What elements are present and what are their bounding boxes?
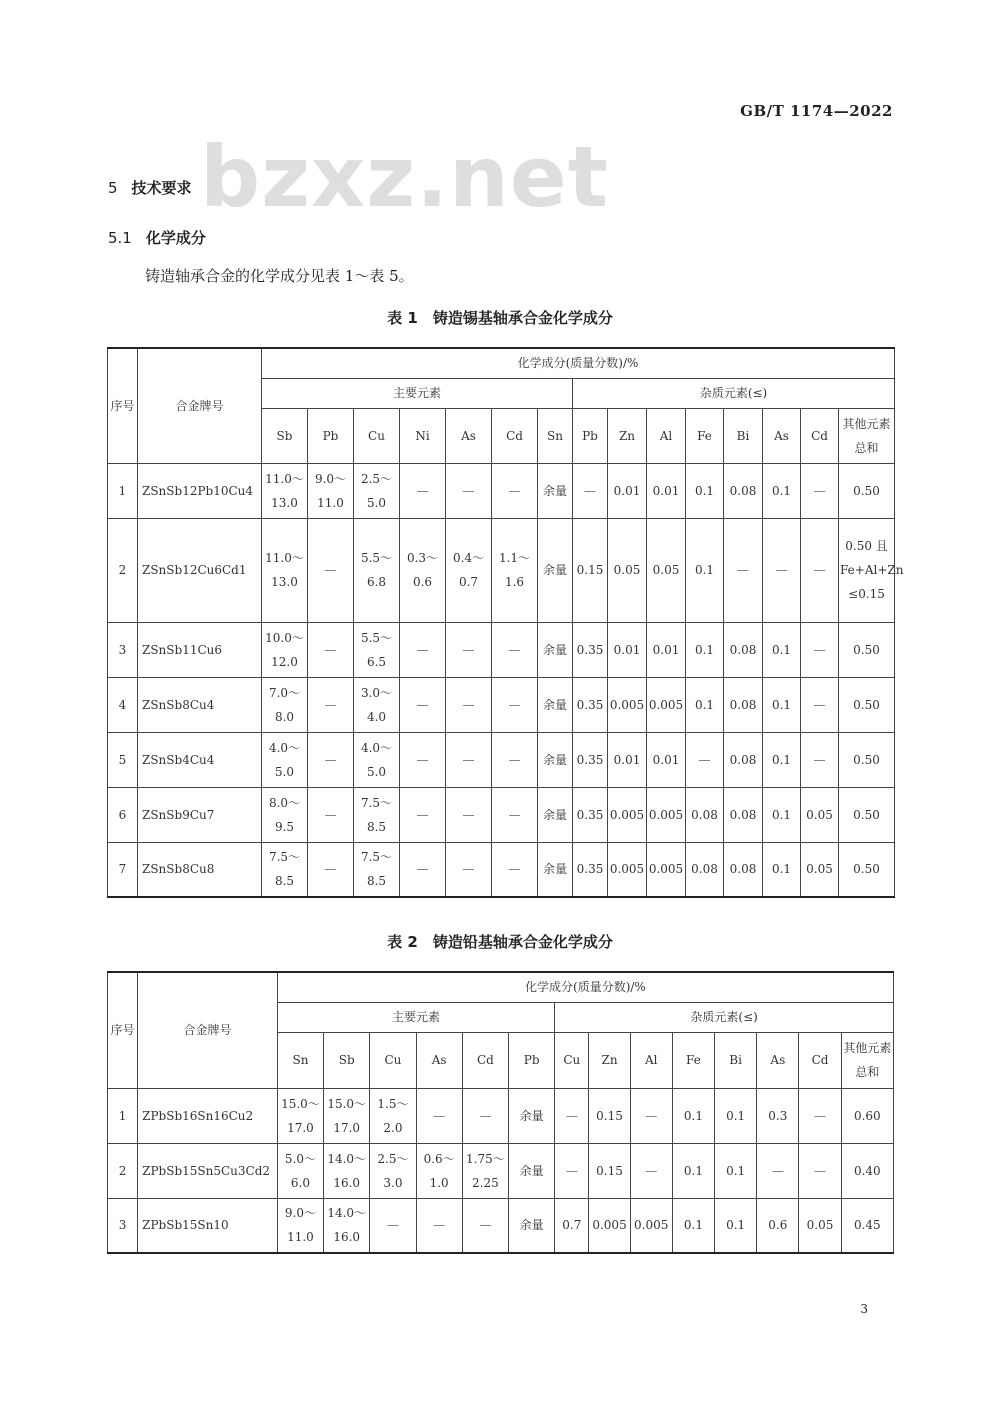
impurity-value-cell: 0.35 bbox=[573, 842, 608, 897]
main-value-cell: — bbox=[492, 677, 538, 732]
main-value-cell: 2.5～3.0 bbox=[370, 1143, 416, 1198]
main-value-cell: 4.0～5.0 bbox=[262, 732, 308, 787]
main-value-cell: 15.0～17.0 bbox=[277, 1088, 323, 1143]
impurity-value-cell: 0.1 bbox=[763, 732, 801, 787]
impurity-value-cell: 0.01 bbox=[647, 622, 686, 677]
main-value-cell: — bbox=[400, 842, 446, 897]
impurity-value-cell: 0.08 bbox=[724, 463, 763, 518]
grade-cell: ZSnSb8Cu8 bbox=[138, 842, 262, 897]
main-value-cell: 15.0～17.0 bbox=[324, 1088, 370, 1143]
impurity-value-cell: — bbox=[801, 732, 839, 787]
main-value-cell: — bbox=[416, 1088, 462, 1143]
main-col-header: Pb bbox=[509, 1032, 555, 1088]
main-value-cell: — bbox=[308, 677, 354, 732]
impurity-value-cell: 0.08 bbox=[724, 677, 763, 732]
table-row bbox=[108, 732, 895, 787]
main-value-cell: 5.5～6.8 bbox=[354, 518, 400, 622]
impurity-value-cell: 0.005 bbox=[647, 787, 686, 842]
other-value-cell: 0.45 bbox=[841, 1198, 893, 1253]
main-value-cell: 5.5～6.5 bbox=[354, 622, 400, 677]
main-value-cell: 余量 bbox=[509, 1088, 555, 1143]
other-value-cell: 0.50 且 Fe+Al+Zn ≤0.15 bbox=[839, 518, 895, 622]
table1 bbox=[107, 347, 904, 898]
main-col-header: Cd bbox=[492, 408, 538, 463]
impurity-value-cell: 0.01 bbox=[608, 732, 647, 787]
main-value-cell: 11.0～13.0 bbox=[262, 518, 308, 622]
impurity-col-header: Fe bbox=[686, 408, 724, 463]
main-value-cell: 0.4～0.7 bbox=[446, 518, 492, 622]
main-value-cell: 7.5～8.5 bbox=[262, 842, 308, 897]
impurity-col-header: Fe bbox=[672, 1032, 714, 1088]
table1-caption: 表 1 铸造锡基轴承合金化学成分 bbox=[387, 309, 613, 327]
main-value-cell: 14.0～16.0 bbox=[324, 1198, 370, 1253]
impurity-col-header: As bbox=[757, 1032, 799, 1088]
composition-header: 化学成分(质量分数)/% bbox=[262, 348, 895, 378]
main-value-cell: 11.0～13.0 bbox=[262, 463, 308, 518]
seq-header: 序号 bbox=[108, 348, 138, 463]
main-value-cell: 4.0～5.0 bbox=[354, 732, 400, 787]
grade-cell: ZPbSb15Sn10 bbox=[138, 1198, 278, 1253]
header-row bbox=[108, 972, 894, 1002]
impurity-value-cell: 0.7 bbox=[555, 1198, 589, 1253]
other-elements-header: 其他元素总和 bbox=[839, 408, 895, 463]
impurity-elements-header: 杂质元素(≤) bbox=[555, 1002, 894, 1032]
standard-number: GB/T 1174—2022 bbox=[740, 102, 893, 120]
main-col-header: Sn bbox=[538, 408, 573, 463]
impurity-value-cell: 0.08 bbox=[686, 842, 724, 897]
impurity-value-cell: 0.01 bbox=[647, 732, 686, 787]
impurity-value-cell: 0.01 bbox=[608, 463, 647, 518]
other-elements-header: 其他元素总和 bbox=[841, 1032, 893, 1088]
main-value-cell: — bbox=[462, 1088, 508, 1143]
impurity-value-cell: 0.01 bbox=[608, 622, 647, 677]
main-value-cell: 余量 bbox=[538, 732, 573, 787]
main-value-cell: — bbox=[492, 622, 538, 677]
main-value-cell: 余量 bbox=[509, 1198, 555, 1253]
header-row bbox=[108, 348, 895, 378]
main-value-cell: 1.5～2.0 bbox=[370, 1088, 416, 1143]
main-col-header: As bbox=[416, 1032, 462, 1088]
impurity-value-cell: 0.08 bbox=[686, 787, 724, 842]
other-value-cell: 0.50 bbox=[839, 842, 895, 897]
main-value-cell: — bbox=[400, 622, 446, 677]
impurity-value-cell: 0.08 bbox=[724, 622, 763, 677]
grade-cell: ZPbSb16Sn16Cu2 bbox=[138, 1088, 278, 1143]
impurity-value-cell: 0.35 bbox=[573, 677, 608, 732]
impurity-col-header: Cd bbox=[801, 408, 839, 463]
impurity-value-cell: 0.005 bbox=[608, 787, 647, 842]
main-col-header: Sb bbox=[324, 1032, 370, 1088]
main-value-cell: 0.3～0.6 bbox=[400, 518, 446, 622]
impurity-value-cell: — bbox=[724, 518, 763, 622]
main-value-cell: — bbox=[446, 463, 492, 518]
main-col-header: Sb bbox=[262, 408, 308, 463]
main-value-cell: — bbox=[416, 1198, 462, 1253]
main-value-cell: — bbox=[308, 622, 354, 677]
impurity-value-cell: 0.35 bbox=[573, 732, 608, 787]
impurity-value-cell: — bbox=[801, 518, 839, 622]
section-title: 化学成分 bbox=[145, 229, 206, 247]
main-value-cell: 1.75～2.25 bbox=[462, 1143, 508, 1198]
main-value-cell: 9.0～11.0 bbox=[277, 1198, 323, 1253]
main-col-header: Pb bbox=[308, 408, 354, 463]
other-value-cell: 0.50 bbox=[839, 787, 895, 842]
table-row bbox=[108, 1198, 894, 1253]
other-value-cell: 0.50 bbox=[839, 677, 895, 732]
impurity-value-cell: 0.05 bbox=[799, 1198, 841, 1253]
impurity-value-cell: 0.35 bbox=[573, 787, 608, 842]
main-value-cell: 7.5～8.5 bbox=[354, 787, 400, 842]
impurity-value-cell: — bbox=[555, 1088, 589, 1143]
seq-cell: 2 bbox=[108, 518, 138, 622]
impurity-value-cell: — bbox=[630, 1088, 672, 1143]
main-value-cell: — bbox=[446, 732, 492, 787]
table-row bbox=[108, 677, 895, 732]
watermark: bzxz.net bbox=[200, 128, 609, 226]
impurity-value-cell: 0.1 bbox=[686, 677, 724, 732]
impurity-value-cell: — bbox=[801, 463, 839, 518]
impurity-value-cell: 0.1 bbox=[686, 622, 724, 677]
section-number: 5.1 bbox=[108, 229, 132, 247]
main-col-header: Cd bbox=[462, 1032, 508, 1088]
main-elements-header: 主要元素 bbox=[277, 1002, 554, 1032]
main-value-cell: 余量 bbox=[538, 787, 573, 842]
impurity-col-header: Bi bbox=[715, 1032, 757, 1088]
grade-header: 合金牌号 bbox=[138, 972, 278, 1088]
table-row bbox=[108, 463, 895, 518]
main-value-cell: — bbox=[446, 787, 492, 842]
impurity-value-cell: 0.08 bbox=[724, 787, 763, 842]
other-value-cell: 0.40 bbox=[841, 1143, 893, 1198]
impurity-value-cell: 0.1 bbox=[763, 463, 801, 518]
table-row bbox=[108, 842, 895, 897]
seq-cell: 2 bbox=[108, 1143, 138, 1198]
impurity-value-cell: 0.1 bbox=[715, 1143, 757, 1198]
seq-cell: 4 bbox=[108, 677, 138, 732]
impurity-col-header: Cd bbox=[799, 1032, 841, 1088]
main-value-cell: — bbox=[400, 677, 446, 732]
impurity-value-cell: 0.005 bbox=[589, 1198, 630, 1253]
main-value-cell: 余量 bbox=[538, 622, 573, 677]
main-value-cell: — bbox=[446, 842, 492, 897]
impurity-value-cell: — bbox=[630, 1143, 672, 1198]
impurity-value-cell: 0.005 bbox=[608, 677, 647, 732]
main-value-cell: — bbox=[400, 463, 446, 518]
main-value-cell: — bbox=[446, 677, 492, 732]
main-value-cell: — bbox=[308, 787, 354, 842]
impurity-value-cell: 0.005 bbox=[647, 677, 686, 732]
main-col-header: As bbox=[446, 408, 492, 463]
impurity-value-cell: 0.35 bbox=[573, 622, 608, 677]
table-row bbox=[108, 787, 895, 842]
grade-cell: ZSnSb11Cu6 bbox=[138, 622, 262, 677]
impurity-value-cell: 0.05 bbox=[608, 518, 647, 622]
impurity-value-cell: 0.05 bbox=[647, 518, 686, 622]
main-value-cell: 余量 bbox=[538, 518, 573, 622]
main-value-cell: — bbox=[446, 622, 492, 677]
impurity-col-header: Zn bbox=[589, 1032, 630, 1088]
impurity-value-cell: 0.15 bbox=[589, 1088, 630, 1143]
impurity-col-header: Al bbox=[630, 1032, 672, 1088]
main-value-cell: — bbox=[308, 518, 354, 622]
grade-cell: ZSnSb12Pb10Cu4 bbox=[138, 463, 262, 518]
section-title: 技术要求 bbox=[131, 179, 192, 197]
impurity-value-cell: 0.1 bbox=[686, 463, 724, 518]
main-value-cell: 9.0～11.0 bbox=[308, 463, 354, 518]
main-value-cell: 余量 bbox=[538, 463, 573, 518]
main-value-cell: — bbox=[308, 732, 354, 787]
impurity-value-cell: — bbox=[555, 1143, 589, 1198]
impurity-elements-header: 杂质元素(≤) bbox=[573, 378, 895, 408]
table-row bbox=[108, 518, 895, 622]
main-value-cell: 3.0～4.0 bbox=[354, 677, 400, 732]
grade-cell: ZSnSb12Cu6Cd1 bbox=[138, 518, 262, 622]
grade-cell: ZSnSb4Cu4 bbox=[138, 732, 262, 787]
section-number: 5 bbox=[108, 179, 118, 197]
seq-cell: 6 bbox=[108, 787, 138, 842]
impurity-value-cell: 0.08 bbox=[724, 732, 763, 787]
impurity-value-cell: 0.05 bbox=[801, 787, 839, 842]
impurity-col-header: Pb bbox=[573, 408, 608, 463]
grade-cell: ZPbSb15Sn5Cu3Cd2 bbox=[138, 1143, 278, 1198]
main-value-cell: 7.5～8.5 bbox=[354, 842, 400, 897]
main-value-cell: 余量 bbox=[509, 1143, 555, 1198]
main-col-header: Ni bbox=[400, 408, 446, 463]
main-col-header: Sn bbox=[277, 1032, 323, 1088]
table2-caption: 表 2 铸造铅基轴承合金化学成分 bbox=[387, 933, 613, 951]
impurity-value-cell: — bbox=[799, 1088, 841, 1143]
seq-cell: 1 bbox=[108, 1088, 138, 1143]
impurity-col-header: Zn bbox=[608, 408, 647, 463]
main-elements-header: 主要元素 bbox=[262, 378, 573, 408]
impurity-value-cell: 0.005 bbox=[647, 842, 686, 897]
impurity-value-cell: 0.15 bbox=[589, 1143, 630, 1198]
main-value-cell: — bbox=[492, 463, 538, 518]
impurity-value-cell: 0.1 bbox=[686, 518, 724, 622]
other-value-cell: 0.50 bbox=[839, 463, 895, 518]
impurity-value-cell: — bbox=[763, 518, 801, 622]
section-5-1-heading bbox=[108, 227, 206, 248]
seq-cell: 7 bbox=[108, 842, 138, 897]
impurity-value-cell: 0.005 bbox=[608, 842, 647, 897]
impurity-value-cell: 0.1 bbox=[672, 1143, 714, 1198]
seq-header: 序号 bbox=[108, 972, 138, 1088]
seq-cell: 3 bbox=[108, 622, 138, 677]
impurity-value-cell: — bbox=[801, 622, 839, 677]
impurity-value-cell: 0.1 bbox=[672, 1198, 714, 1253]
main-value-cell: — bbox=[492, 842, 538, 897]
grade-cell: ZSnSb9Cu7 bbox=[138, 787, 262, 842]
main-value-cell: 7.0～8.0 bbox=[262, 677, 308, 732]
impurity-value-cell: 0.1 bbox=[715, 1198, 757, 1253]
main-col-header: Cu bbox=[370, 1032, 416, 1088]
seq-cell: 5 bbox=[108, 732, 138, 787]
main-value-cell: 余量 bbox=[538, 842, 573, 897]
main-value-cell: — bbox=[492, 732, 538, 787]
main-value-cell: 10.0～12.0 bbox=[262, 622, 308, 677]
main-value-cell: 5.0～6.0 bbox=[277, 1143, 323, 1198]
other-value-cell: 0.60 bbox=[841, 1088, 893, 1143]
impurity-value-cell: 0.1 bbox=[763, 787, 801, 842]
impurity-value-cell: 0.6 bbox=[757, 1198, 799, 1253]
impurity-col-header: Al bbox=[647, 408, 686, 463]
seq-cell: 3 bbox=[108, 1198, 138, 1253]
impurity-value-cell: 0.1 bbox=[763, 677, 801, 732]
main-value-cell: — bbox=[492, 787, 538, 842]
impurity-value-cell: 0.01 bbox=[647, 463, 686, 518]
impurity-value-cell: — bbox=[686, 732, 724, 787]
impurity-value-cell: — bbox=[799, 1143, 841, 1198]
main-value-cell: 2.5～5.0 bbox=[354, 463, 400, 518]
impurity-value-cell: 0.3 bbox=[757, 1088, 799, 1143]
main-value-cell: 8.0～9.5 bbox=[262, 787, 308, 842]
table-row bbox=[108, 1143, 894, 1198]
impurity-col-header: Bi bbox=[724, 408, 763, 463]
table-row bbox=[108, 1088, 894, 1143]
impurity-value-cell: 0.05 bbox=[801, 842, 839, 897]
impurity-value-cell: 0.1 bbox=[672, 1088, 714, 1143]
impurity-col-header: Cu bbox=[555, 1032, 589, 1088]
main-value-cell: 0.6～1.0 bbox=[416, 1143, 462, 1198]
main-col-header: Cu bbox=[354, 408, 400, 463]
main-value-cell: — bbox=[308, 842, 354, 897]
composition-header: 化学成分(质量分数)/% bbox=[277, 972, 893, 1002]
impurity-col-header: As bbox=[763, 408, 801, 463]
other-value-cell: 0.50 bbox=[839, 732, 895, 787]
grade-header: 合金牌号 bbox=[138, 348, 262, 463]
main-value-cell: 14.0～16.0 bbox=[324, 1143, 370, 1198]
other-value-cell: 0.50 bbox=[839, 622, 895, 677]
section-5-heading bbox=[108, 177, 192, 198]
main-value-cell: — bbox=[400, 732, 446, 787]
main-value-cell: — bbox=[370, 1198, 416, 1253]
impurity-value-cell: — bbox=[801, 677, 839, 732]
impurity-value-cell: 0.1 bbox=[763, 622, 801, 677]
grade-cell: ZSnSb8Cu4 bbox=[138, 677, 262, 732]
seq-cell: 1 bbox=[108, 463, 138, 518]
impurity-value-cell: — bbox=[573, 463, 608, 518]
impurity-value-cell: 0.15 bbox=[573, 518, 608, 622]
impurity-value-cell: 0.005 bbox=[630, 1198, 672, 1253]
main-value-cell: 1.1～1.6 bbox=[492, 518, 538, 622]
intro-paragraph: 铸造轴承合金的化学成分见表 1～表 5。 bbox=[145, 267, 414, 285]
table-row bbox=[108, 622, 895, 677]
main-value-cell: 余量 bbox=[538, 677, 573, 732]
impurity-value-cell: 0.1 bbox=[763, 842, 801, 897]
main-value-cell: — bbox=[400, 787, 446, 842]
impurity-value-cell: — bbox=[757, 1143, 799, 1198]
impurity-value-cell: 0.1 bbox=[715, 1088, 757, 1143]
table2 bbox=[107, 971, 894, 1254]
impurity-value-cell: 0.08 bbox=[724, 842, 763, 897]
page-number: 3 bbox=[860, 1302, 868, 1316]
main-value-cell: — bbox=[462, 1198, 508, 1253]
